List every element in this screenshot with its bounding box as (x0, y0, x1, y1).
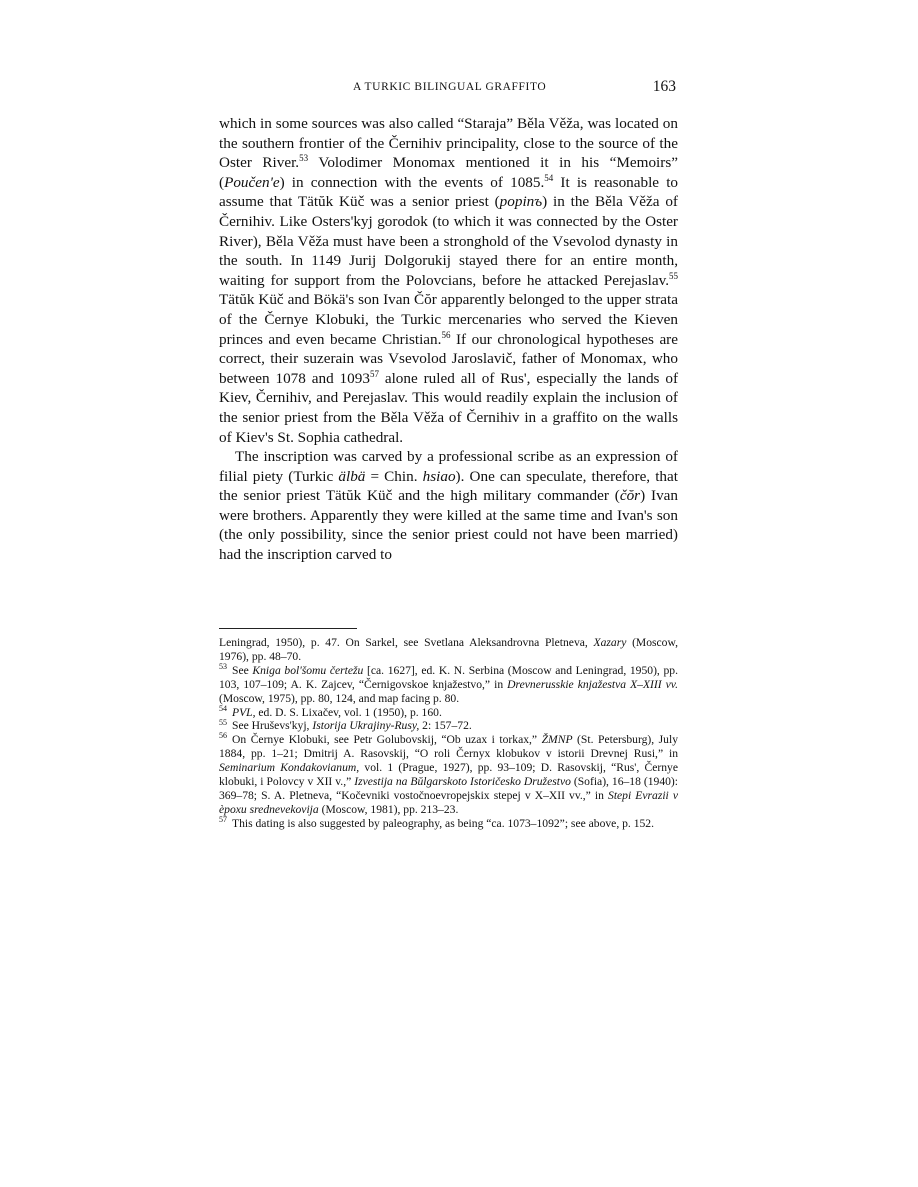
text-run: On Černye Klobuki, see Petr Golubovskij, “Ob uzax i torkax,” (232, 733, 542, 747)
footnote-divider (219, 628, 357, 629)
text-run: Leningrad, 1950), p. 47. On Sarkel, see Svetlana Aleksandrovna Pletneva, (219, 636, 594, 649)
italic-term: hsiao (422, 467, 456, 485)
paragraph-1 (219, 114, 678, 447)
footnote-ref-55[interactable]: 55 (669, 270, 678, 281)
footnote-55 (219, 719, 678, 733)
text-run: (Moscow, 1976), pp. 48–70. (219, 636, 679, 663)
footnote-number: 56 (219, 731, 227, 741)
text-run: It is reasonable to assume that Tätŭk Küč was a senior priest ( (219, 173, 679, 211)
footnote-ref-54[interactable]: 54 (544, 172, 554, 183)
footnotes (219, 636, 678, 831)
running-head (219, 78, 678, 98)
italic-title: PVL, (232, 705, 256, 719)
footnote-number: 53 (219, 661, 227, 671)
text-run: ). One can speculate, therefore, that the senior priest Tätŭk Küč and the high military commander ( (219, 467, 678, 505)
footnote-ref-53[interactable]: 53 (299, 153, 309, 164)
italic-title: Seminarium Kondakovianum, (219, 761, 360, 775)
text-run: See Hruševs'kyj, (232, 719, 313, 733)
text-run: 2: 157–72. (419, 719, 472, 733)
text-run: which in some sources was also called “Staraja” Běla Věža, was located on the southern frontier of the Černihiv principality, close to the source of the Oster River. (219, 115, 678, 172)
footnote-continuation (219, 636, 678, 664)
footnote-number: 57 (219, 814, 227, 824)
page-number: 163 (652, 78, 676, 95)
italic-title: Izvestija na Bŭlgarskoto Istoričesko Druž (354, 775, 548, 789)
text-run: (Sofia), 16–18 (1940): 369–78; S. A. Pletneva, “Kočevniki vostočnoevropejskix stepej v X–XII vv.,” in (219, 775, 678, 802)
body-text (219, 114, 678, 565)
text-run: This dating is also suggested by paleography, as being “ca. 1073–1092”; see above, p. 152. (232, 816, 654, 830)
italic-title: Kniga bol'šomu čertežu (252, 663, 364, 677)
text-run: ) Ivan were brothers. Apparently they were killed at the same time and Ivan's son (the only possibility, since the senior priest could not have been married) had the inscription carved to (219, 487, 679, 564)
italic-title: Drevnerusskie knjažestva X–XIII vv. (507, 677, 678, 691)
footnote-57 (219, 814, 678, 831)
text-run: = Chin. (365, 467, 423, 485)
text-run: If our chronological hypotheses are correct, their suzerain was Vsevolod Jaroslavič, father of Monomax, who between 1078 and 1093 (219, 330, 678, 387)
footnote-ref-57[interactable]: 57 (369, 368, 379, 379)
italic-title: ŽMNP (541, 733, 573, 747)
text-run: Volodimer Monomax mentioned it in his “Memoirs” ( (219, 154, 678, 191)
italic-term: čŏr (619, 487, 641, 505)
footnote-56 (219, 733, 678, 816)
italic-term: Poučen'e (224, 173, 280, 191)
footnote-53 (219, 661, 678, 706)
italic-title: estvo (547, 775, 571, 789)
italic-term: älbä (338, 467, 366, 485)
running-title: A TURKIC BILINGUAL GRAFFITO (353, 81, 547, 93)
paragraph-2 (219, 447, 678, 565)
italic-term: popinъ (499, 193, 543, 211)
text-run: See (232, 663, 253, 677)
text-run: (Moscow, 1975), pp. 80, 124, and map facing p. 80. (219, 691, 460, 705)
footnote-number: 55 (219, 717, 227, 727)
footnote-54 (219, 703, 678, 720)
text-run: Tätŭk Küč and Bökä's son Ivan Čŏr apparently belonged to the upper strata of the Černye Klobuki, the Turkic mercenaries who served the Kieven princes and even became Christian. (219, 291, 678, 348)
italic-title: Xazary (593, 636, 627, 649)
italic-title: Istorija Ukrajiny-Rusy, (312, 719, 420, 733)
footnote-number: 54 (219, 703, 227, 713)
text-run: (Moscow, 1981), pp. 213–23. (318, 802, 459, 816)
text-run: vol. 1 (Prague, 1927), pp. 93–109; D. Rasovskij, “Rus', Černye klobuki, i Polovcy v XII v.,” (219, 761, 679, 789)
text-run: ed. D. S. Lixačev, vol. 1 (1950), p. 160. (255, 705, 442, 719)
text-run: The inscription was carved by a professional scribe as an expression of filial piety (Turkic (219, 448, 678, 485)
text-run: ) in the Běla Věža of Černihiv. Like Osters'kyj gorodok (to which it was connected by the Oster River), Běla Věža must have been a stronghold of the Vsevolod dynasty in the south. In 1149 Jurij Dolgorukij stayed there for an entire month, waiting for support from the Polovcians, before he attacked Perejaslav. (219, 193, 678, 289)
text-run: [ca. 1627], ed. K. N. Serbina (Moscow and Leningrad, 1950), pp. 103, 107–109; A. K. Zajcev, “Černigovskoe knjažestvo,” in (219, 663, 678, 691)
text-run: (St. Petersburg), July 1884, pp. 1–21; Dmitrij A. Rasovskij, “O roli Černyx klobukov v istorii Drevnej Rusi,” in (219, 733, 678, 761)
italic-title: Stepi Evrazii v èpoxu srednevekovija (219, 788, 678, 816)
text-run: ) in connection with the events of 1085. (279, 173, 545, 191)
text-run: alone ruled all of Rus', especially the lands of Kiev, Černihiv, and Perejaslav. This would readily explain the inclusion of the senior priest from the Běla Věža of Černihiv in a graffito on the walls of Kiev's St. Sophia cathedral. (219, 369, 678, 446)
footnote-ref-56[interactable]: 56 (441, 329, 451, 340)
